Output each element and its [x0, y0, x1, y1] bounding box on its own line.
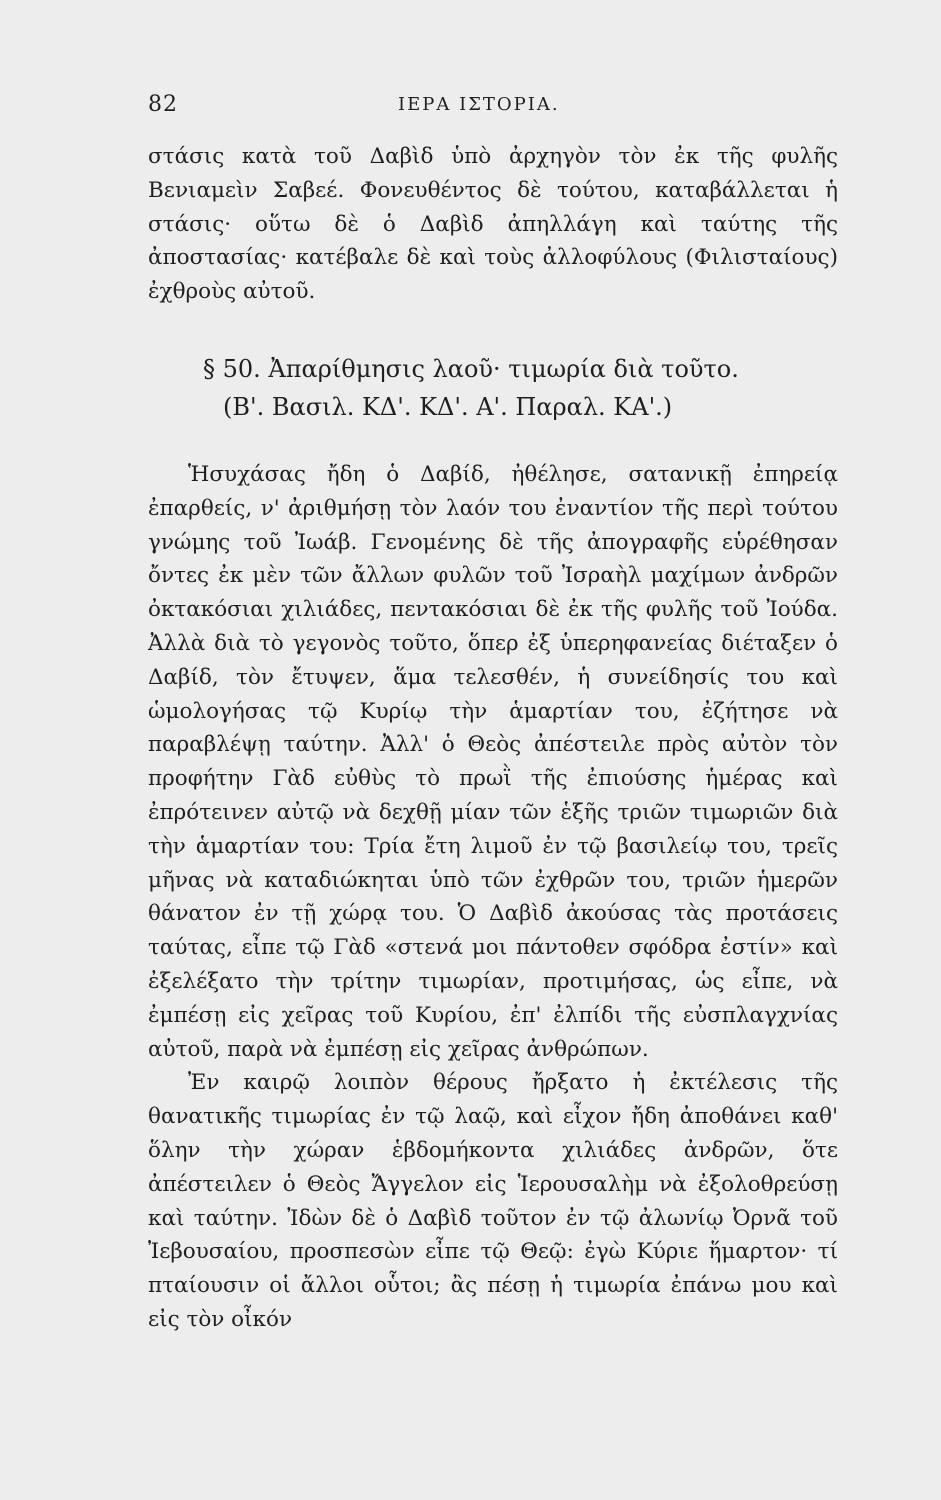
page-number: 82	[148, 92, 178, 117]
section-reference: (Β'. Βασιλ. ΚΔ'. ΚΔ'. Α'. Παραλ. ΚΑ'.)	[223, 393, 673, 421]
continued-paragraph: στάσις κατὰ τοῦ Δαβὶδ ὑπὸ ἀρχηγὸν τὸν ἐκ τῆς φυλῆς Βενιαμεὶν Σαβεέ. Φονευθέντος δὲ τούτου, καταβάλλεται ἡ στάσις· οὕτω δὲ ὁ Δαβὶδ ἀπηλλάγη καὶ ταύτης τῆς ἀποστασίας· κατέβαλε δὲ καὶ τοὺς ἀλλοφύλους (Φιλισταίους) ἐχθροὺς αὐτοῦ.	[148, 144, 838, 305]
continued-paragraph-block	[148, 140, 838, 309]
section-body	[148, 458, 838, 1337]
body-paragraph-1: Ἡσυχάσας ἤδη ὁ Δαβίδ, ἠθέλησε, σατανικῇ ἐπηρείᾳ ἐπαρθείς, ν' ἀριθμήσῃ τὸν λαόν του ἐναντίον τῆς περὶ τούτου γνώμης τοῦ Ἰωάβ. Γενομένης δὲ τῆς ἀπογραφῆς εὑρέθησαν ὄντες ἐκ μὲν τῶν ἄλλων φυλῶν τοῦ Ἰσραὴλ μαχίμων ἀνδρῶν ὀκτακόσιαι χιλιάδες, πεντακόσιαι δὲ ἐκ τῆς φυλῆς τοῦ Ἰούδα. Ἀλλὰ διὰ τὸ γεγονὸς τοῦτο, ὅπερ ἐξ ὑπερηφανείας διέταξεν ὁ Δαβίδ, τὸν ἔτυψεν, ἅμα τελεσθέν, ἡ συνείδησίς του καὶ ὡμολογήσας τῷ Κυρίῳ τὴν ἁμαρτίαν του, ἐζήτησε νὰ παραβλέψῃ ταύτην. Ἀλλ' ὁ Θεὸς ἀπέστειλε πρὸς αὐτὸν τὸν προφήτην Γὰδ εὐθὺς τὸ πρωῒ τῆς ἐπιούσης ἡμέρας καὶ ἐπρότεινεν αὐτῷ νὰ δεχθῇ μίαν τῶν ἑξῆς τριῶν τιμωριῶν διὰ τὴν ἁμαρτίαν του: Τρία ἔτη λιμοῦ ἐν τῷ βασιλείῳ του, τρεῖς μῆνας νὰ καταδιώκηται ὑπὸ τῶν ἐχθρῶν του, τριῶν ἡμερῶν θάνατον ἐν τῇ χώρᾳ του. Ὁ Δαβὶδ ἀκούσας τὰς προτάσεις ταύτας, εἶπε τῷ Γὰδ «στενά μοι πάντοθεν σφόδρα ἐστίν» καὶ ἐξελέξατο τὴν τρίτην τιμωρίαν, προτιμήσας, ὡς εἶπε, νὰ ἐμπέσῃ εἰς χεῖρας τοῦ Κυρίου, ἐπ' ἐλπίδι τῆς εὐσπλαγχνίας αὐτοῦ, παρὰ νὰ ἐμπέσῃ εἰς χεῖρας ἀνθρώπων.	[148, 462, 838, 1062]
page-header	[148, 92, 838, 122]
section-title: § 50. Ἀπαρίθμησις λαοῦ· τιμωρία διὰ τοῦτο.	[203, 355, 739, 383]
running-title: ΙΕΡΑ ΙΣΤΟΡΙΑ.	[398, 94, 560, 115]
section-heading	[203, 350, 823, 426]
body-paragraph-2: Ἐν καιρῷ λοιπὸν θέρους ἤρξατο ἡ ἐκτέλεσις τῆς θανατικῆς τιμωρίας ἐν τῷ λαῷ, καὶ εἶχον ἤδη ἀποθάνει καθ' ὅλην τὴν χώραν ἑβδομήκοντα χιλιάδες ἀνδρῶν, ὅτε ἀπέστειλεν ὁ Θεὸς Ἄγγελον εἰς Ἱερουσαλὴμ νὰ ἐξολοθρεύσῃ καὶ ταύτην. Ἰδὼν δὲ ὁ Δαβὶδ τοῦτον ἐν τῷ ἀλωνίῳ Ὀρνᾶ τοῦ Ἰεβουσαίου, προσπεσὼν εἶπε τῷ Θεῷ: ἐγὼ Κύριε ἥμαρτον· τί πταίουσιν οἱ ἄλλοι οὗτοι; ἂς πέσῃ ἡ τιμωρία ἐπάνω μου καὶ εἰς τὸν οἶκόν	[148, 1070, 838, 1332]
